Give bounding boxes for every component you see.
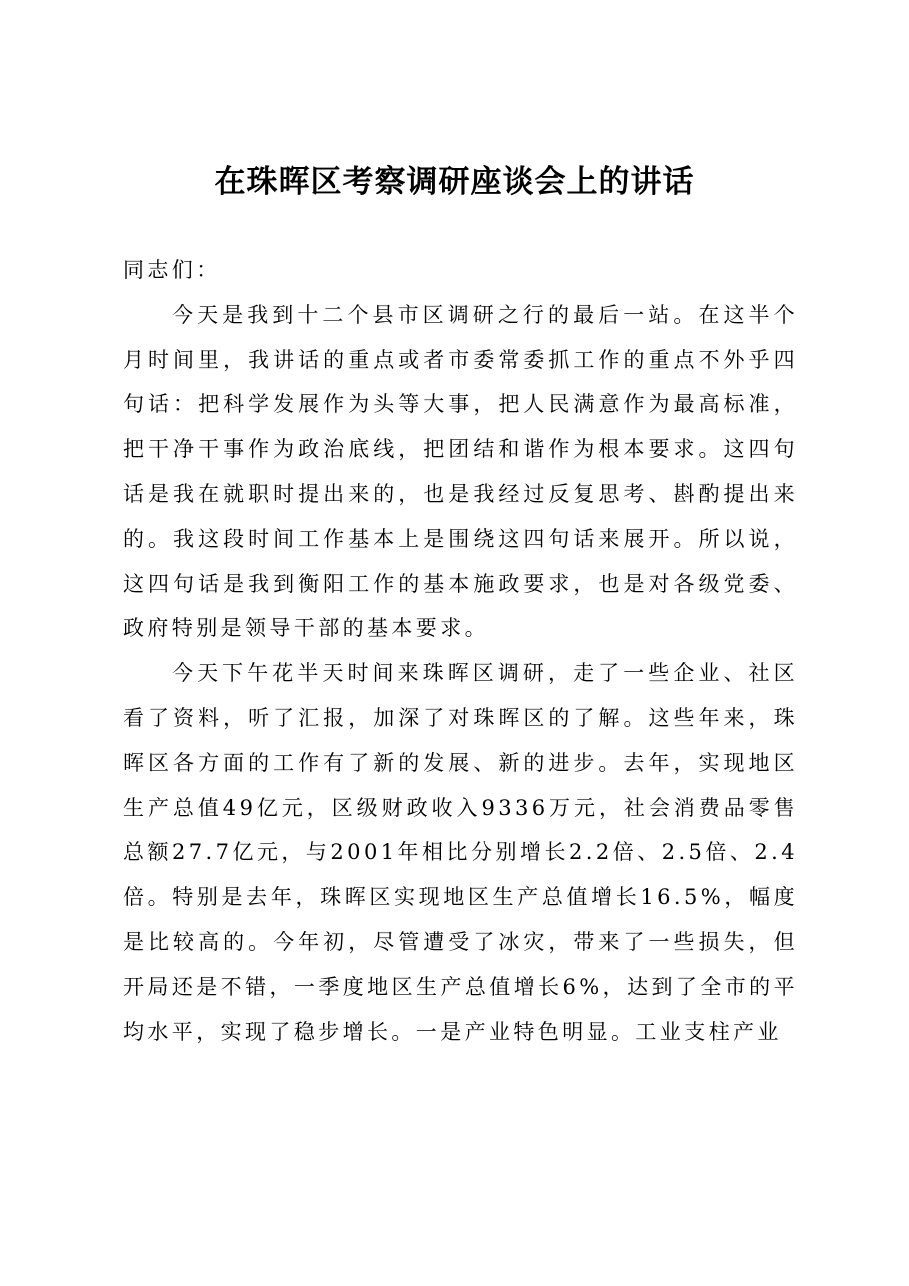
document-body: [123, 248, 798, 1054]
paragraph-1: 今天是我到十二个县市区调研之行的最后一站。在这半个月时间里，我讲话的重点或者市委常委抓工作的重点不外乎四句话：把科学发展作为头等大事，把人民满意作为最高标准，把干净干事作为政治底线，把团结和谐作为根本要求。这四句话是我在就职时提出来的，也是我经过反复思考、斟酌提出来的。我这段时间工作基本上是围绕这四句话来展开。所以说，这四句话是我到衡阳工作的基本施政要求，也是对各级党委、政府特别是领导干部的基本要求。: [123, 302, 798, 641]
salutation: 同志们：: [123, 258, 221, 282]
document-title: 在珠晖区考察调研座谈会上的讲话: [214, 164, 695, 200]
paragraph-2: 今天下午花半天时间来珠晖区调研，走了一些企业、社区看了资料，听了汇报，加深了对珠晖区的了解。这些年来，珠晖区各方面的工作有了新的发展、新的进步。去年，实现地区生产总值49亿元，区级财政收入9336万元，社会消费品零售总额27.7亿元，与2001年相比分别增长2.2倍、2.5倍、2.4倍。特别是去年，珠晖区实现地区生产总值增长16.5%，幅度是比较高的。今年初，尽管遭受了冰灾，带来了一些损失，但开局还是不错，一季度地区生产总值增长6%，达到了全市的平均水平，实现了稳步增长。一是产业特色明显。工业支柱产业: [123, 661, 798, 1044]
